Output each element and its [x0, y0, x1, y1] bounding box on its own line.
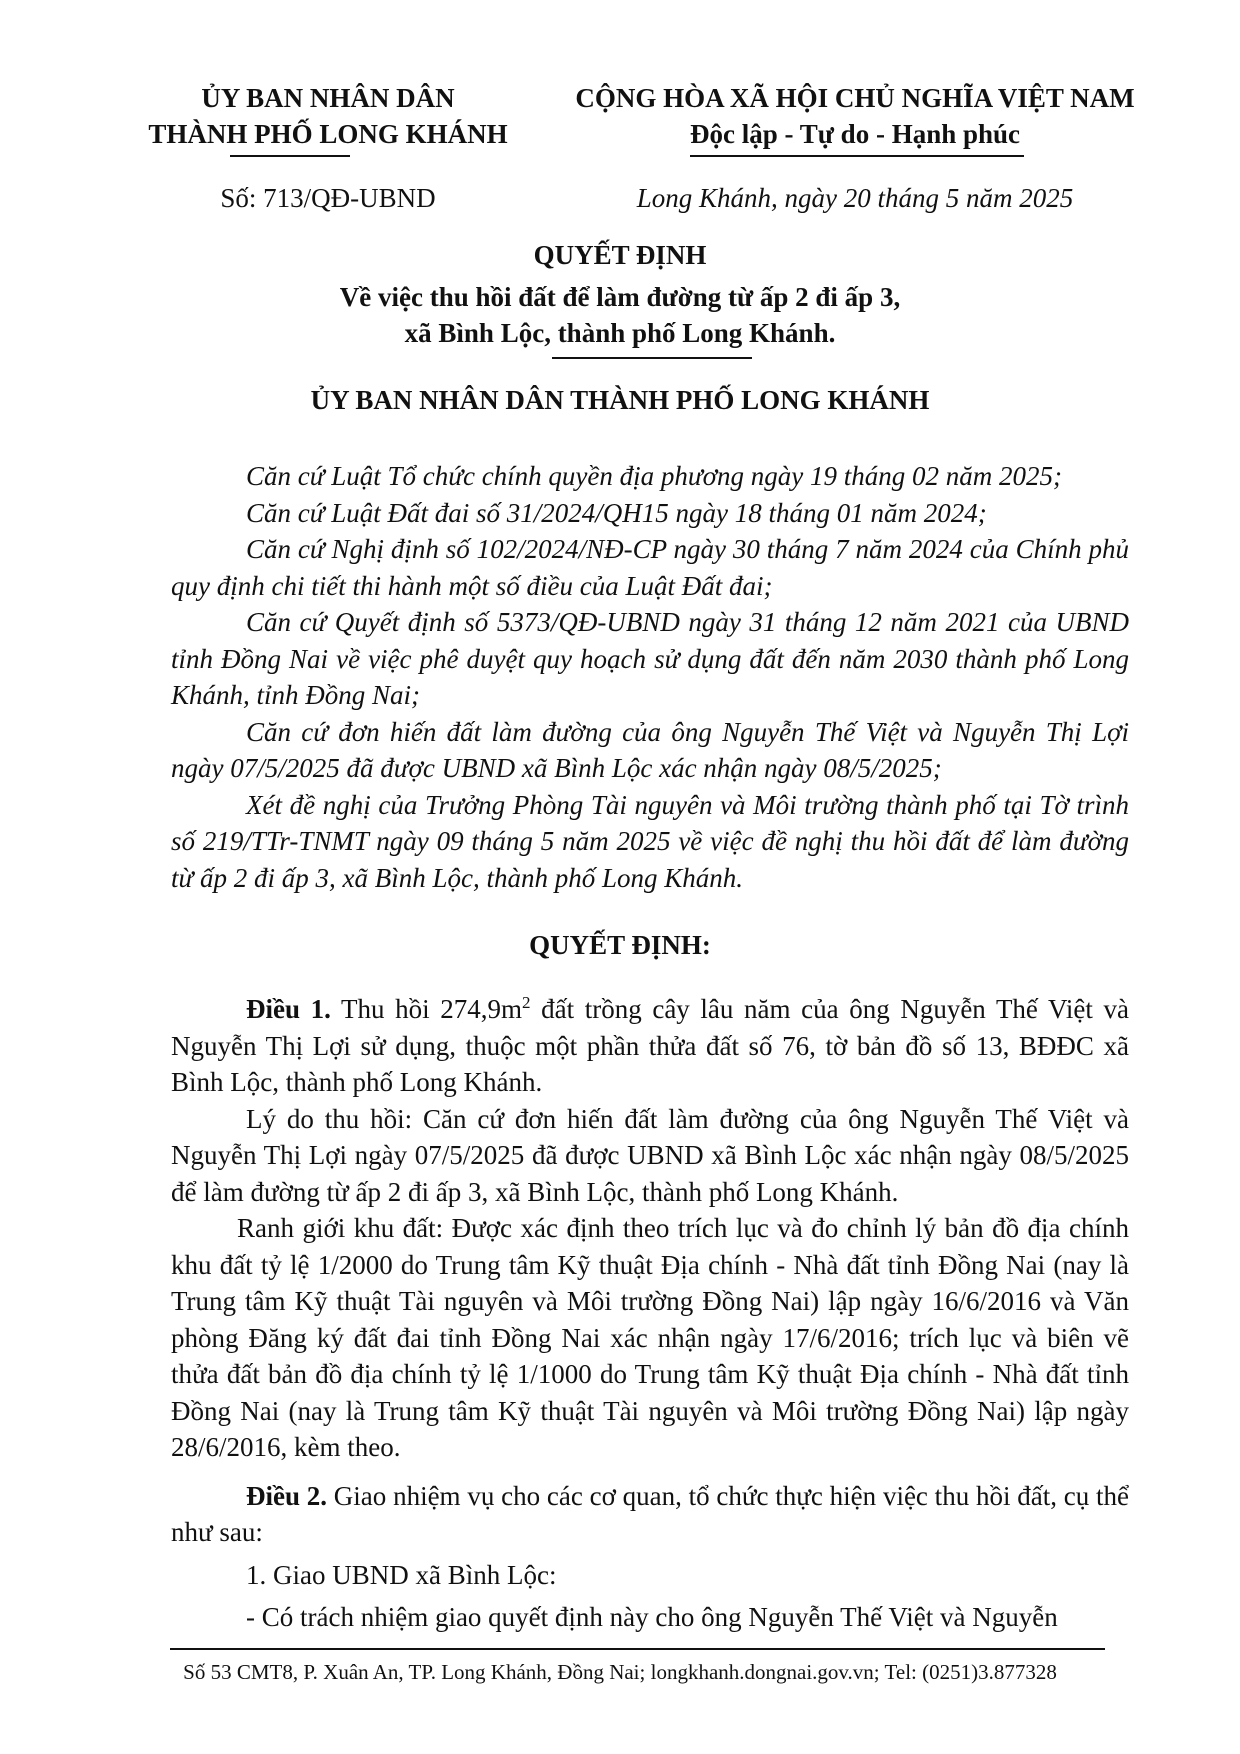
- document-date: Long Khánh, ngày 20 tháng 5 năm 2025: [636, 183, 1074, 213]
- subject-line-2: xã Bình Lộc, thành phố Long Khánh.: [404, 318, 836, 348]
- area-unit-superscript: 2: [522, 993, 531, 1012]
- basis-item: Căn cứ Quyết định số 5373/QĐ-UBND ngày 31 tháng 12 năm 2021 của UBND tỉnh Đồng Nai về việc phê duyệt quy hoạch sử dụng đất đến năm 2030 thành phố Long Khánh, tỉnh Đồng Nai;: [171, 607, 1129, 710]
- article-2-item-1-bullet: - Có trách nhiệm giao quyết định này cho ông Nguyễn Thế Việt và Nguyễn: [246, 1602, 1058, 1632]
- basis-item: Căn cứ Luật Đất đai số 31/2024/QH15 ngày 18 tháng 01 năm 2024;: [246, 497, 987, 528]
- basis-item: Căn cứ đơn hiến đất làm đường của ông Nguyễn Thế Việt và Nguyễn Thị Lợi ngày 07/5/2025 đã được UBND xã Bình Lộc xác nhận ngày 08/5/2025;: [171, 716, 1129, 783]
- footer-divider: [170, 1648, 1105, 1650]
- article-1-text-a: Thu hồi 274,9m: [330, 994, 522, 1024]
- motto: Độc lập - Tự do - Hạnh phúc: [689, 119, 1021, 149]
- article-1-reason: Lý do thu hồi: Căn cứ đơn hiến đất làm đường của ông Nguyễn Thế Việt và Nguyễn Thị Lợi ngày 07/5/2025 đã được UBND xã Bình Lộc xác nhận ngày 08/5/2025 để làm đường từ ấp 2 đi ấp 3, xã Bình Lộc, thành phố Long Khánh.: [171, 1103, 1129, 1207]
- authority-line-1: ỦY BAN NHÂN DÂN: [201, 83, 455, 113]
- decision-heading: QUYẾT ĐỊNH:: [529, 930, 711, 960]
- national-motto: [560, 80, 1150, 152]
- authority-underline: [230, 155, 350, 157]
- article-2-item-1: 1. Giao UBND xã Bình Lộc:: [246, 1559, 557, 1590]
- footer-contact: Số 53 CMT8, P. Xuân An, TP. Long Khánh, Đồng Nai; longkhanh.dongnai.gov.vn; Tel: (0251)3.877328: [183, 1660, 1057, 1684]
- article-1-label: Điều 1.: [246, 994, 331, 1024]
- article-1: [171, 985, 1129, 1101]
- document-title: QUYẾT ĐỊNH: [533, 240, 707, 270]
- article-2-label: Điều 2.: [246, 1480, 328, 1511]
- authority-heading: ỦY BAN NHÂN DÂN THÀNH PHỐ LONG KHÁNH: [310, 385, 930, 415]
- article-2-text: Giao nhiệm vụ cho các cơ quan, tổ chức thực hiện việc thu hồi đất, cụ thể như sau:: [171, 1480, 1129, 1547]
- article-1-text-b: đất trồng cây lâu năm của ông Nguyễn Thế Việt và Nguyễn Thị Lợi sử dụng, thuộc một phần thửa đất số 76, tờ bản đồ số 13, BĐĐC xã Bình Lộc, thành phố Long Khánh.: [171, 994, 1130, 1097]
- issuing-authority: [118, 80, 538, 152]
- motto-underline: [690, 155, 1024, 157]
- basis-item: Căn cứ Nghị định số 102/2024/NĐ-CP ngày 30 tháng 7 năm 2024 của Chính phủ quy định chi tiết thi hành một số điều của Luật Đất đai;: [171, 534, 1129, 601]
- subject-line-1: Về việc thu hồi đất để làm đường từ ấp 2 đi ấp 3,: [339, 282, 901, 312]
- decision-body: [171, 985, 1129, 1636]
- article-1-boundary: Ranh giới khu đất: Được xác định theo trích lục và đo chỉnh lý bản đồ địa chính khu đất tỷ lệ 1/2000 do Trung tâm Kỹ thuật Địa chính - Nhà đất tỉnh Đồng Nai (nay là Trung tâm Kỹ thuật Tài nguyên và Môi trường Đồng Nai) lập ngày 16/6/2016 và Văn phòng Đăng ký đất đai tỉnh Đồng Nai xác nhận ngày 17/6/2016; trích lục và biên vẽ thửa đất bản đồ địa chính tỷ lệ 1/1000 do Trung tâm Kỹ thuật Địa chính - Nhà đất tỉnh Đồng Nai (nay là Trung tâm Kỹ thuật Tài nguyên và Môi trường Đồng Nai) lập ngày 28/6/2016, kèm theo.: [171, 1213, 1129, 1462]
- authority-line-2: THÀNH PHỐ LONG KHÁNH: [148, 119, 508, 149]
- basis-item: Xét đề nghị của Trưởng Phòng Tài nguyên và Môi trường thành phố tại Tờ trình số 219/TTr-TNMT ngày 09 tháng 5 năm 2025 về việc đề nghị thu hồi đất để làm đường từ ấp 2 đi ấp 3, xã Bình Lộc, thành phố Long Khánh.: [171, 789, 1129, 893]
- title-divider: [552, 357, 752, 359]
- legal-bases: [171, 458, 1129, 896]
- country-name: CỘNG HÒA XÃ HỘI CHỦ NGHĨA VIỆT NAM: [575, 83, 1135, 113]
- article-2: [171, 1478, 1129, 1551]
- document-number: Số: 713/QĐ-UBND: [220, 183, 436, 213]
- basis-item: Căn cứ Luật Tổ chức chính quyền địa phương ngày 19 tháng 02 năm 2025;: [246, 461, 1063, 491]
